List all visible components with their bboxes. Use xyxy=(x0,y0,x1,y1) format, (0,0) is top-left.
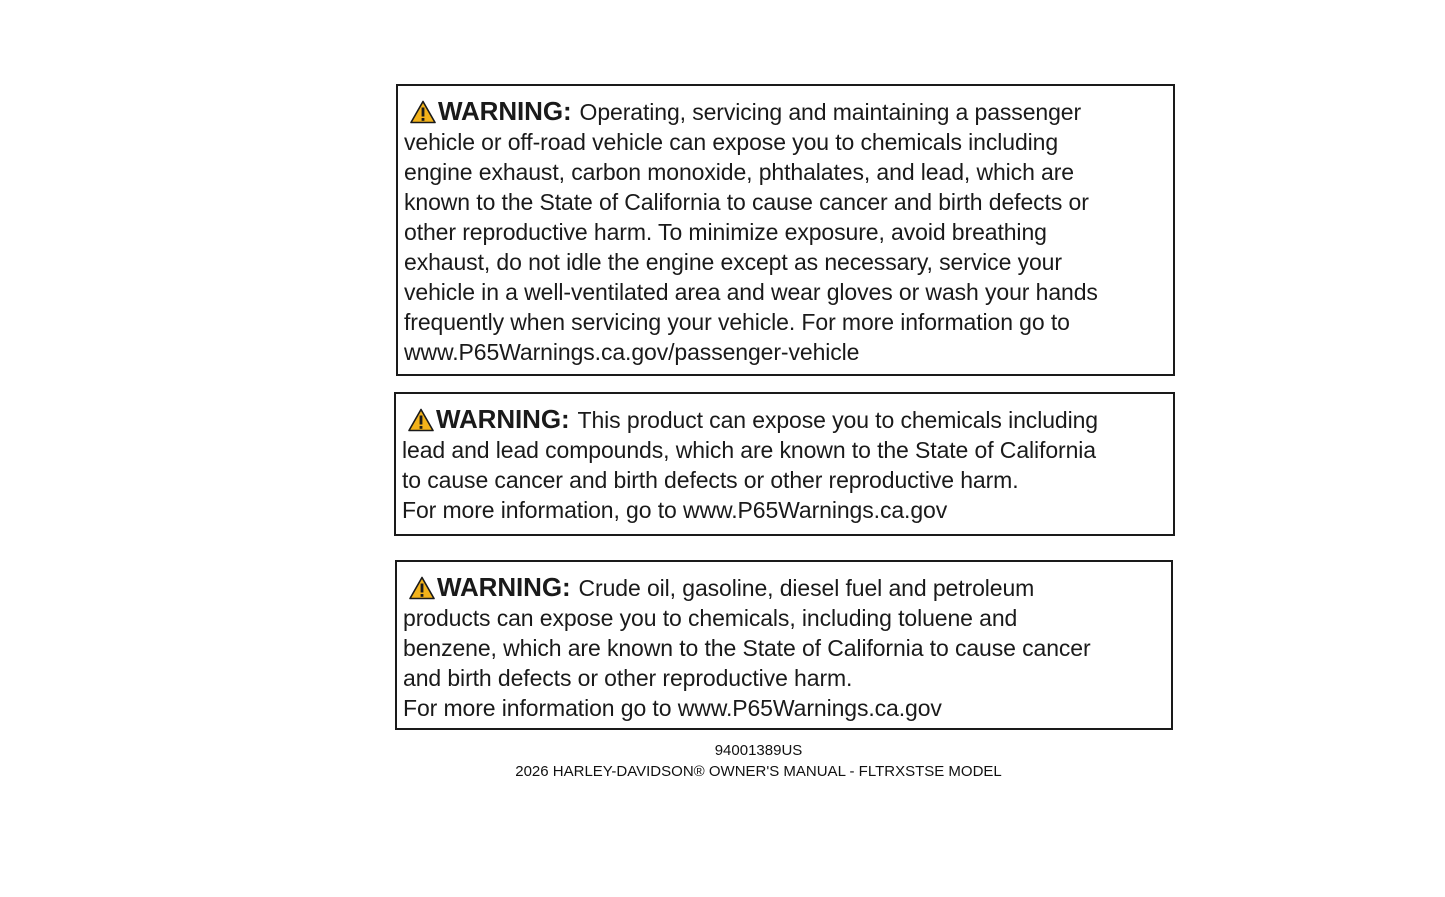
warning-box-passenger-vehicle xyxy=(396,84,1175,376)
warning-first-line xyxy=(402,404,1167,435)
warning-text-line: benzene, which are known to the State of California to cause cancer xyxy=(403,635,1091,661)
document-title: 2026 HARLEY-DAVIDSON® OWNER'S MANUAL - FLTRXSTSE MODEL xyxy=(515,763,1002,780)
warning-text-line: www.P65Warnings.ca.gov/passenger-vehicle xyxy=(404,339,860,365)
warning-text-line: For more information go to www.P65Warnings.ca.gov xyxy=(403,695,942,721)
warning-box-petroleum xyxy=(395,560,1173,730)
warning-text-line: known to the State of California to cause cancer and birth defects or xyxy=(404,189,1089,215)
warning-text-line: This product can expose you to chemicals including xyxy=(577,407,1098,433)
warning-triangle-icon xyxy=(410,100,436,124)
warning-text-line: to cause cancer and birth defects or other reproductive harm. xyxy=(402,467,1019,493)
warning-text-line: exhaust, do not idle the engine except as necessary, service your xyxy=(404,249,1062,275)
document-code: 94001389US xyxy=(714,742,803,759)
warning-label: WARNING: xyxy=(436,404,570,434)
warning-triangle-icon xyxy=(409,576,435,600)
warning-triangle-icon xyxy=(408,408,434,432)
warning-first-line xyxy=(403,572,1165,603)
warning-text-line: vehicle in a well-ventilated area and wear gloves or wash your hands xyxy=(404,279,1098,305)
warning-first-line xyxy=(404,96,1167,127)
warning-text-line: Crude oil, gasoline, diesel fuel and petroleum xyxy=(578,575,1035,601)
warning-text-line: engine exhaust, carbon monoxide, phthalates, and lead, which are xyxy=(404,159,1075,185)
warning-text-line: frequently when servicing your vehicle. For more information go to xyxy=(404,309,1070,335)
warning-text-line: Operating, servicing and maintaining a passenger xyxy=(579,99,1082,125)
warning-box-lead xyxy=(394,392,1175,536)
warning-text-line: vehicle or off-road vehicle can expose you to chemicals including xyxy=(404,129,1059,155)
warning-text-line: For more information, go to www.P65Warnings.ca.gov xyxy=(402,497,948,523)
warning-text-line: lead and lead compounds, which are known to the State of California xyxy=(402,437,1096,463)
warning-text-line: products can expose you to chemicals, including toluene and xyxy=(403,605,1018,631)
warning-text-line: and birth defects or other reproductive harm. xyxy=(403,665,853,691)
warning-label: WARNING: xyxy=(438,96,572,126)
warning-label: WARNING: xyxy=(437,572,571,602)
warning-text-line: other reproductive harm. To minimize exposure, avoid breathing xyxy=(404,219,1047,245)
